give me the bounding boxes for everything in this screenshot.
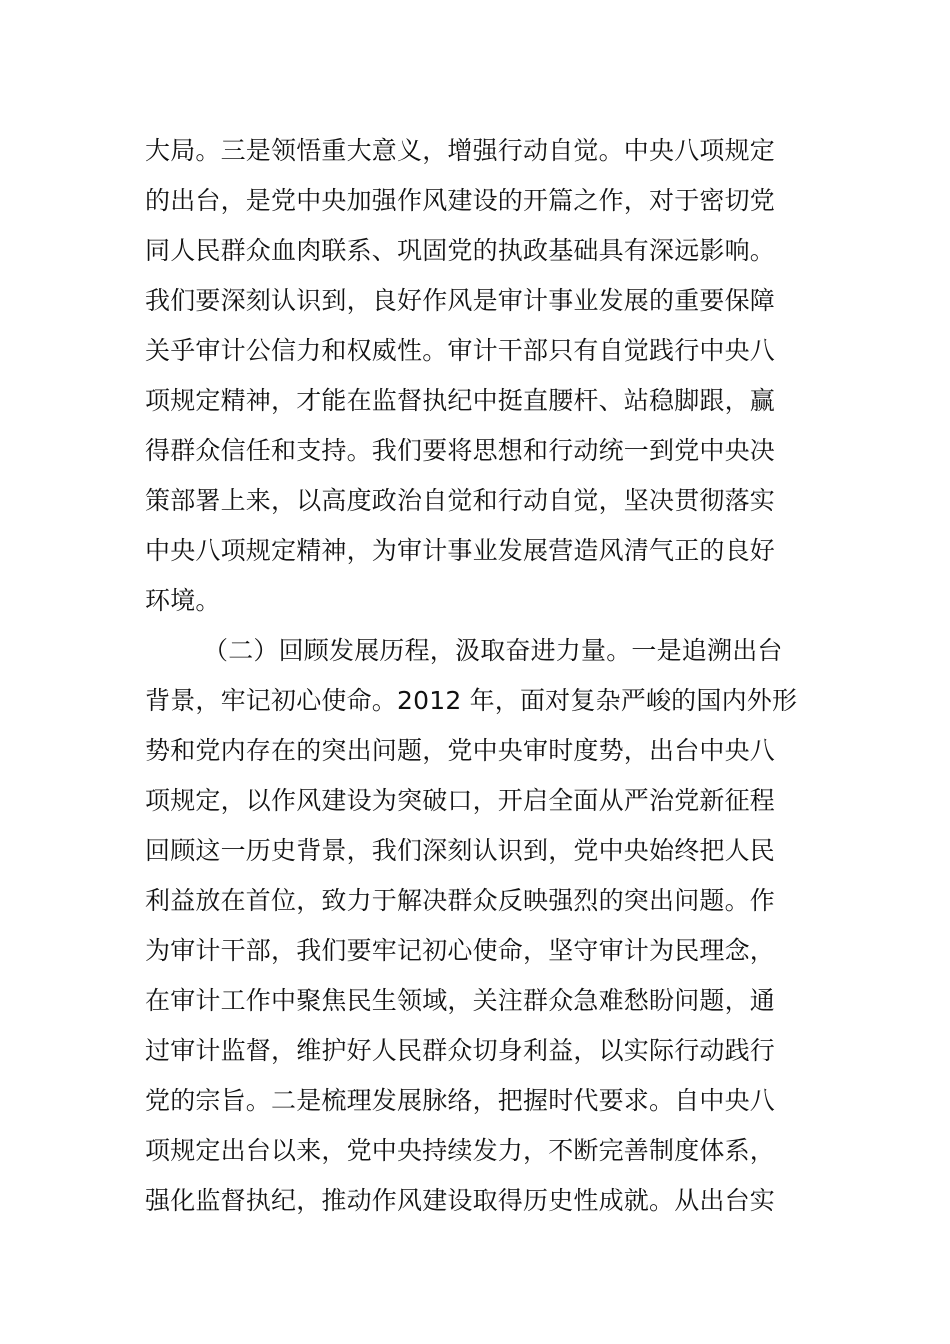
text-line: 得群众信任和支持。我们要将思想和行动统一到党中央决	[145, 436, 776, 465]
text-line: 党的宗旨。二是梳理发展脉络，把握时代要求。自中央八	[145, 1086, 776, 1115]
text-line: 项规定，以作风建设为突破口，开启全面从严治党新征程	[145, 786, 776, 815]
text-line: 关乎审计公信力和权威性。审计干部只有自觉践行中央八	[145, 336, 776, 365]
text-line: 同人民群众血肉联系、巩固党的执政基础具有深远影响。	[145, 236, 776, 265]
text-line: 回顾这一历史背景，我们深刻认识到，党中央始终把人民	[145, 836, 776, 865]
text-line: 项规定出台以来，党中央持续发力，不断完善制度体系，	[145, 1136, 776, 1165]
text-line: 势和党内存在的突出问题，党中央审时度势，出台中央八	[145, 736, 776, 765]
text-line: 策部署上来，以高度政治自觉和行动自觉，坚决贯彻落实	[145, 486, 776, 515]
text-line: 为审计干部，我们要牢记初心使命，坚守审计为民理念，	[145, 936, 776, 965]
text-line: 背景，牢记初心使命。2012 年，面对复杂严峻的国内外形	[145, 686, 798, 715]
text-line: 过审计监督，维护好人民群众切身利益，以实际行动践行	[145, 1036, 776, 1065]
text-line: 环境。	[145, 586, 221, 615]
text-line: 大局。三是领悟重大意义，增强行动自觉。中央八项规定	[145, 136, 776, 165]
text-line: 中央八项规定精神，为审计事业发展营造风清气正的良好	[145, 536, 776, 565]
text-line: 利益放在首位，致力于解决群众反映强烈的突出问题。作	[145, 886, 776, 915]
text-line: 我们要深刻认识到，良好作风是审计事业发展的重要保障	[145, 286, 776, 315]
text-line: 在审计工作中聚焦民生领域，关注群众急难愁盼问题，通	[145, 986, 776, 1015]
section-heading-line: （二）回顾发展历程，汲取奋进力量。一是追溯出台	[203, 636, 783, 665]
text-line: 项规定精神，才能在监督执纪中挺直腰杆、站稳脚跟，赢	[145, 386, 776, 415]
text-line: 强化监督执纪，推动作风建设取得历史性成就。从出台实	[145, 1186, 776, 1215]
text-line: 的出台，是党中央加强作风建设的开篇之作，对于密切党	[145, 186, 776, 215]
